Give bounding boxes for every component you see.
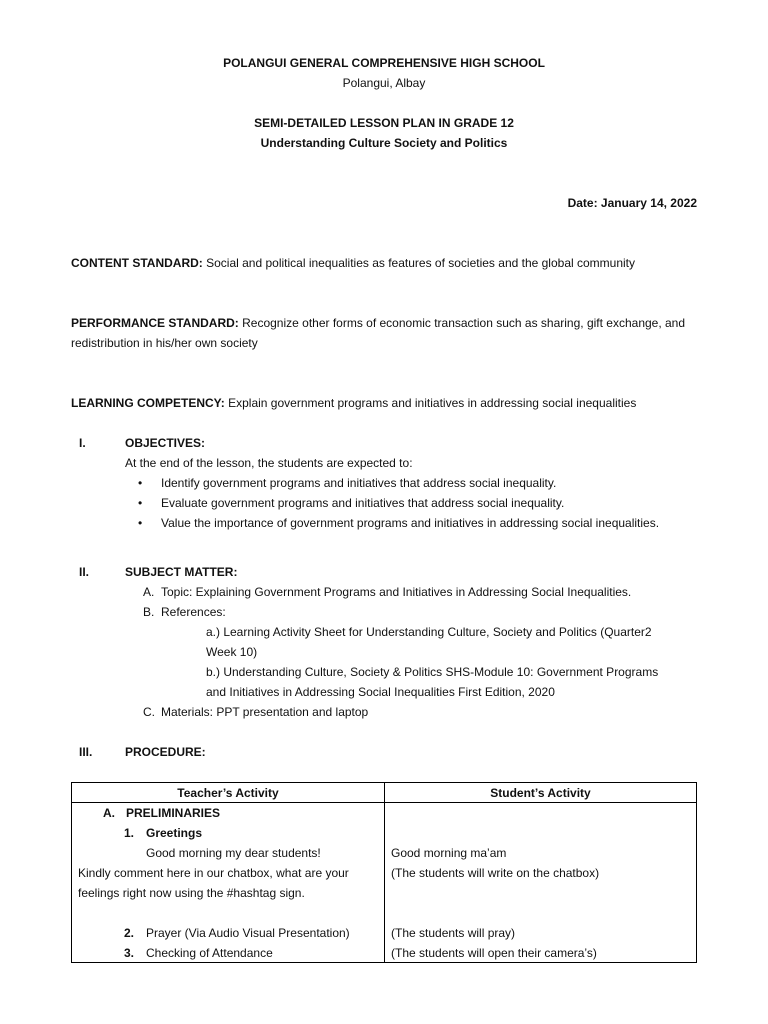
reference-a: a.) Learning Activity Sheet for Understanding Culture, Society and Politics (Quarter2 [206, 625, 652, 639]
procedure-table [71, 782, 697, 963]
materials: Materials: PPT presentation and laptop [161, 705, 369, 719]
item1-marker: 1. [124, 826, 135, 840]
teacher-activity-header: Teacher’s Activity [72, 783, 385, 803]
learning-competency-label: LEARNING COMPETENCY: [71, 396, 225, 410]
learning-competency [71, 396, 636, 410]
performance-standard [71, 316, 685, 330]
objectives-numeral: I. [79, 436, 86, 450]
item3-marker: 3. [124, 946, 135, 960]
item1-title: Greetings [146, 826, 203, 840]
table-header-row [72, 783, 697, 803]
section-title: PRELIMINARIES [126, 806, 221, 820]
item3-title: Checking of Attendance [146, 946, 273, 960]
performance-standard-text-cont: redistribution in his/her own society [71, 336, 258, 350]
student-pray: (The students will pray) [391, 926, 516, 940]
objective-item: • Value the importance of government programs and initiatives in addressing social inequalities. [161, 516, 659, 530]
teacher-instruction: Kindly comment here in our chatbox, what are your [78, 866, 349, 880]
student-greeting: Good morning ma’am [391, 846, 507, 860]
student-camera: (The students will open their camera’s) [391, 946, 597, 960]
references-heading: References: [161, 605, 226, 619]
content-standard-text: Social and political inequalities as features of societies and the global community [202, 256, 636, 270]
content-standard [71, 256, 635, 270]
objectives-intro: At the end of the lesson, the students are expected to: [125, 456, 413, 470]
item2-marker: 2. [124, 926, 135, 940]
reference-b: b.) Understanding Culture, Society & Politics SHS-Module 10: Government Programs [206, 665, 659, 679]
subject-matter-numeral: II. [79, 565, 90, 579]
procedure-numeral: III. [79, 745, 93, 759]
objectives-heading: OBJECTIVES: [125, 436, 206, 450]
objective-item: • Evaluate government programs and initiatives that address social inequality. [161, 496, 564, 510]
plan-title: SEMI-DETAILED LESSON PLAN IN GRADE 12 [254, 116, 514, 130]
reference-a-cont: Week 10) [206, 645, 258, 659]
table-row [72, 803, 697, 963]
references-marker: B. [143, 605, 155, 619]
learning-competency-text: Explain government programs and initiatives in addressing social inequalities [224, 396, 637, 410]
reference-b-cont: and Initiatives in Addressing Social Inequalities First Edition, 2020 [206, 685, 555, 699]
content-standard-label: CONTENT STANDARD: [71, 256, 203, 270]
teacher-activity-cell [72, 803, 385, 963]
subject-title: Understanding Culture Society and Politics [260, 136, 508, 150]
section-marker: A. [103, 806, 115, 820]
school-name: POLANGUI GENERAL COMPREHENSIVE HIGH SCHOOL [223, 56, 545, 70]
materials-marker: C. [143, 705, 155, 719]
objective-item: • Identify government programs and initiatives that address social inequality. [161, 476, 556, 490]
student-activity-cell [385, 803, 697, 963]
topic-marker: A. [143, 585, 155, 599]
item2-title: Prayer (Via Audio Visual Presentation) [146, 926, 350, 940]
performance-standard-text: Recognize other forms of economic transaction such as sharing, gift exchange, and [238, 316, 686, 330]
teacher-instruction-cont: feelings right now using the #hashtag sign. [78, 886, 305, 900]
subject-matter-heading: SUBJECT MATTER: [125, 565, 238, 579]
school-location: Polangui, Albay [342, 76, 426, 90]
procedure-heading: PROCEDURE: [125, 745, 206, 759]
lesson-date: Date: January 14, 2022 [567, 196, 697, 210]
performance-standard-label: PERFORMANCE STANDARD: [71, 316, 239, 330]
student-chatbox: (The students will write on the chatbox) [391, 866, 600, 880]
teacher-greeting: Good morning my dear students! [146, 846, 321, 860]
topic: Topic: Explaining Government Programs and Initiatives in Addressing Social Inequalities. [161, 585, 632, 599]
student-activity-header: Student’s Activity [385, 783, 697, 803]
